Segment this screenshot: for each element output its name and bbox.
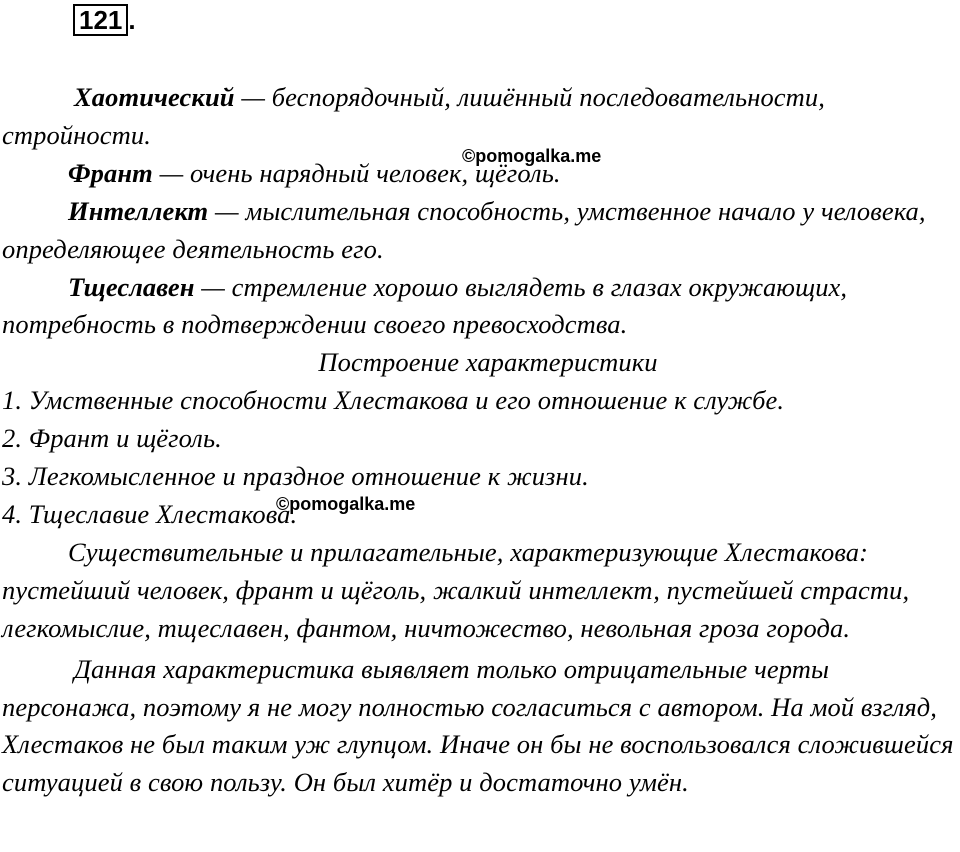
definition-text: — стремление хорошо выглядеть в глазах окружающих, потребность в подтверждении своего превосходства. [2,271,848,340]
exercise-number-box: 121 [73,4,128,36]
watermark-top: ©pomogalka.me [462,146,602,166]
watermark-middle: ©pomogalka.me [276,494,416,514]
document-body [2,79,958,802]
words-paragraph: Существительные и прилагательные, характеризующие Хлестакова: пустейший человек, франт и щёголь, жалкий интеллект, пустейшей страсти, легкомыслие, тщеславен, фантом, ничтожество, невольная гроза города. [2,536,910,643]
definition-text: — мыслительная способность, умственное начало у человека, определяющее деятельность его. [2,195,926,264]
definition-chaotic [2,79,958,155]
plan-item: 2. Франт и щёголь. [2,423,222,454]
plan-item: 4. Тщеславие Хлестакова. [2,498,298,529]
definition-term: Хаотический [74,82,235,112]
definition-text: — очень нарядный человек, щёголь. [152,157,561,188]
definition-intellect [2,193,958,269]
plan-title: Построение характеристики [318,347,658,378]
exercise-number-dot: . [128,5,136,35]
definition-vain [2,269,958,345]
conclusion-paragraph: Данная характеристика выявляет только отрицательные черты персонажа, поэтому я не могу полностью согласиться с автором. На мой взгляд, Хлестаков не был таким уж глупцом. Иначе он бы не воспользовался сложившейся ситуацией в свою пользу. Он был хитёр и достаточно умён. [2,653,954,798]
plan-item: 1. Умственные способности Хлестакова и его отношение к службе. [2,385,785,416]
plan-item: 3. Легкомысленное и праздное отношение к жизни. [2,461,589,492]
exercise-number [73,4,136,36]
definition-term: Тщеславен [68,271,195,302]
definition-term: Интеллект [68,195,209,226]
definition-text: — беспорядочный, лишённый последовательности, стройности. [2,82,825,150]
definition-term: Франт [68,157,153,188]
